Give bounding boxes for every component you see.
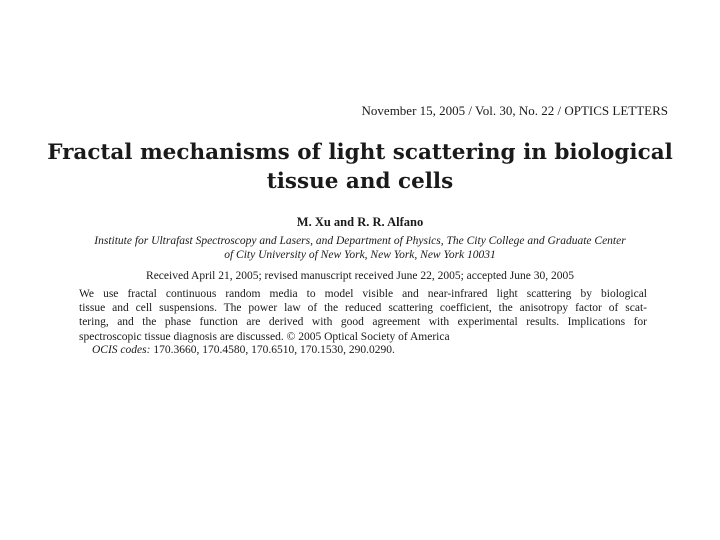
abstract-line: tering, and the phase function are derived with good agreement with experimental results. Implications for [79, 316, 647, 329]
affiliation-line-2: of City University of New York, New York, New York 10031 [224, 249, 496, 261]
abstract-line: tissue and cell suspensions. The power law of the reduced scattering coefficient, the anisotropy factor of scat- [79, 302, 647, 315]
abstract-line: spectroscopic tissue diagnosis are discussed. © 2005 Optical Society of America [79, 330, 450, 343]
ocis-values: 170.3660, 170.4580, 170.6510, 170.1530, 290.0290. [153, 344, 395, 356]
ocis-label: OCIS codes: [92, 344, 151, 356]
paper-title-line-2: tissue and cells [266, 169, 454, 194]
abstract [79, 287, 647, 344]
running-header: November 15, 2005 / Vol. 30, No. 22 / OPTICS LETTERS [361, 103, 668, 118]
abstract-line: We use fractal continuous random media to model visible and near-infrared light scattering by biological [79, 288, 647, 300]
affiliation-line-1: Institute for Ultrafast Spectroscopy and Lasers, and Department of Physics, The City College and Graduate Center [94, 235, 626, 247]
paper-title-line-1: Fractal mechanisms of light scattering in biological [47, 140, 673, 165]
affiliation [40, 234, 680, 262]
received-dates: Received April 21, 2005; revised manuscript received June 22, 2005; accepted June 30, 2005 [146, 270, 574, 282]
paper-title [40, 138, 680, 196]
author-list: M. Xu and R. R. Alfano [296, 215, 424, 229]
ocis-codes [92, 344, 395, 356]
